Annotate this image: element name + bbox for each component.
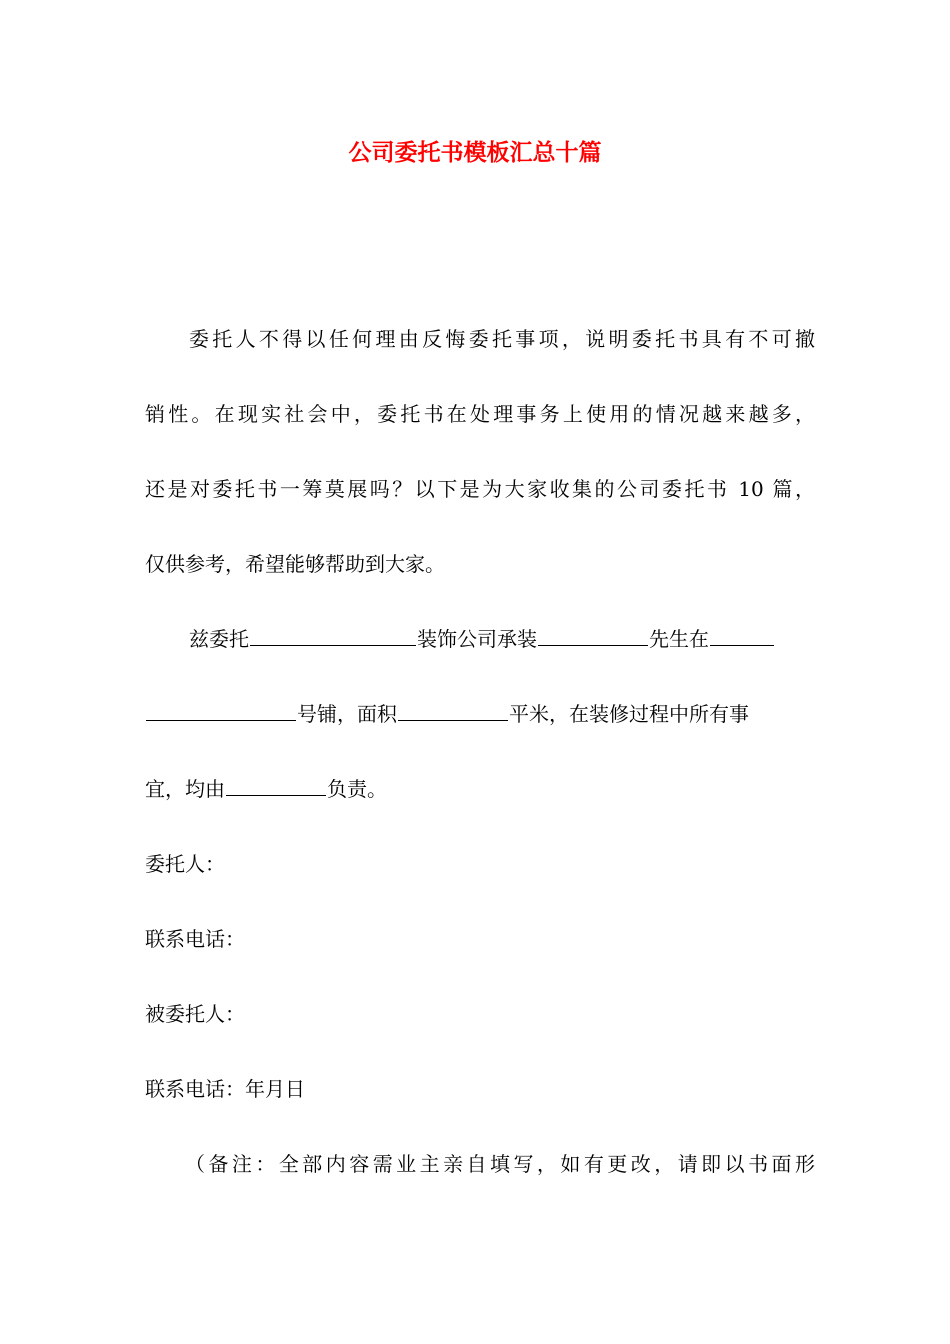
blank-responsible xyxy=(226,775,326,796)
body-line-2 xyxy=(145,698,815,730)
document-title: 公司委托书模板汇总十篇 xyxy=(348,139,602,166)
body-line-1 xyxy=(145,623,815,655)
intro-line-1: 委托人不得以任何理由反悔委托事项，说明委托书具有不可撤 xyxy=(189,327,815,351)
field-agent: 被委托人： xyxy=(145,1002,245,1026)
body-text-decor-company: 装饰公司承装 xyxy=(417,627,537,651)
blank-location-start xyxy=(710,625,774,646)
field-phone-date: 联系电话：年月日 xyxy=(145,1077,305,1101)
blank-location-end xyxy=(146,700,296,721)
intro-line-2: 销性。在现实社会中，委托书在处理事务上使用的情况越来越多， xyxy=(145,402,815,426)
body-text-shop-area: 号铺，面积 xyxy=(297,702,397,726)
body-text-mister-at: 先生在 xyxy=(649,627,709,651)
body-text-responsible: 负责。 xyxy=(327,777,387,801)
intro-line-3: 还是对委托书一筹莫展吗？以下是为大家收集的公司委托书 10 篇， xyxy=(145,477,815,501)
blank-mister xyxy=(538,625,648,646)
blank-area xyxy=(398,700,508,721)
body-line-3 xyxy=(145,773,815,805)
body-text-entrust: 兹委托 xyxy=(189,627,249,651)
field-principal: 委托人： xyxy=(145,852,225,876)
body-text-sqm: 平米，在装修过程中所有事 xyxy=(509,702,749,726)
intro-line-4: 仅供参考，希望能够帮助到大家。 xyxy=(145,552,445,576)
field-phone-1: 联系电话： xyxy=(145,927,245,951)
blank-company xyxy=(250,625,416,646)
note-line: （备注：全部内容需业主亲自填写，如有更改，请即以书面形 xyxy=(185,1152,815,1176)
body-text-matters: 宜，均由 xyxy=(145,777,225,801)
